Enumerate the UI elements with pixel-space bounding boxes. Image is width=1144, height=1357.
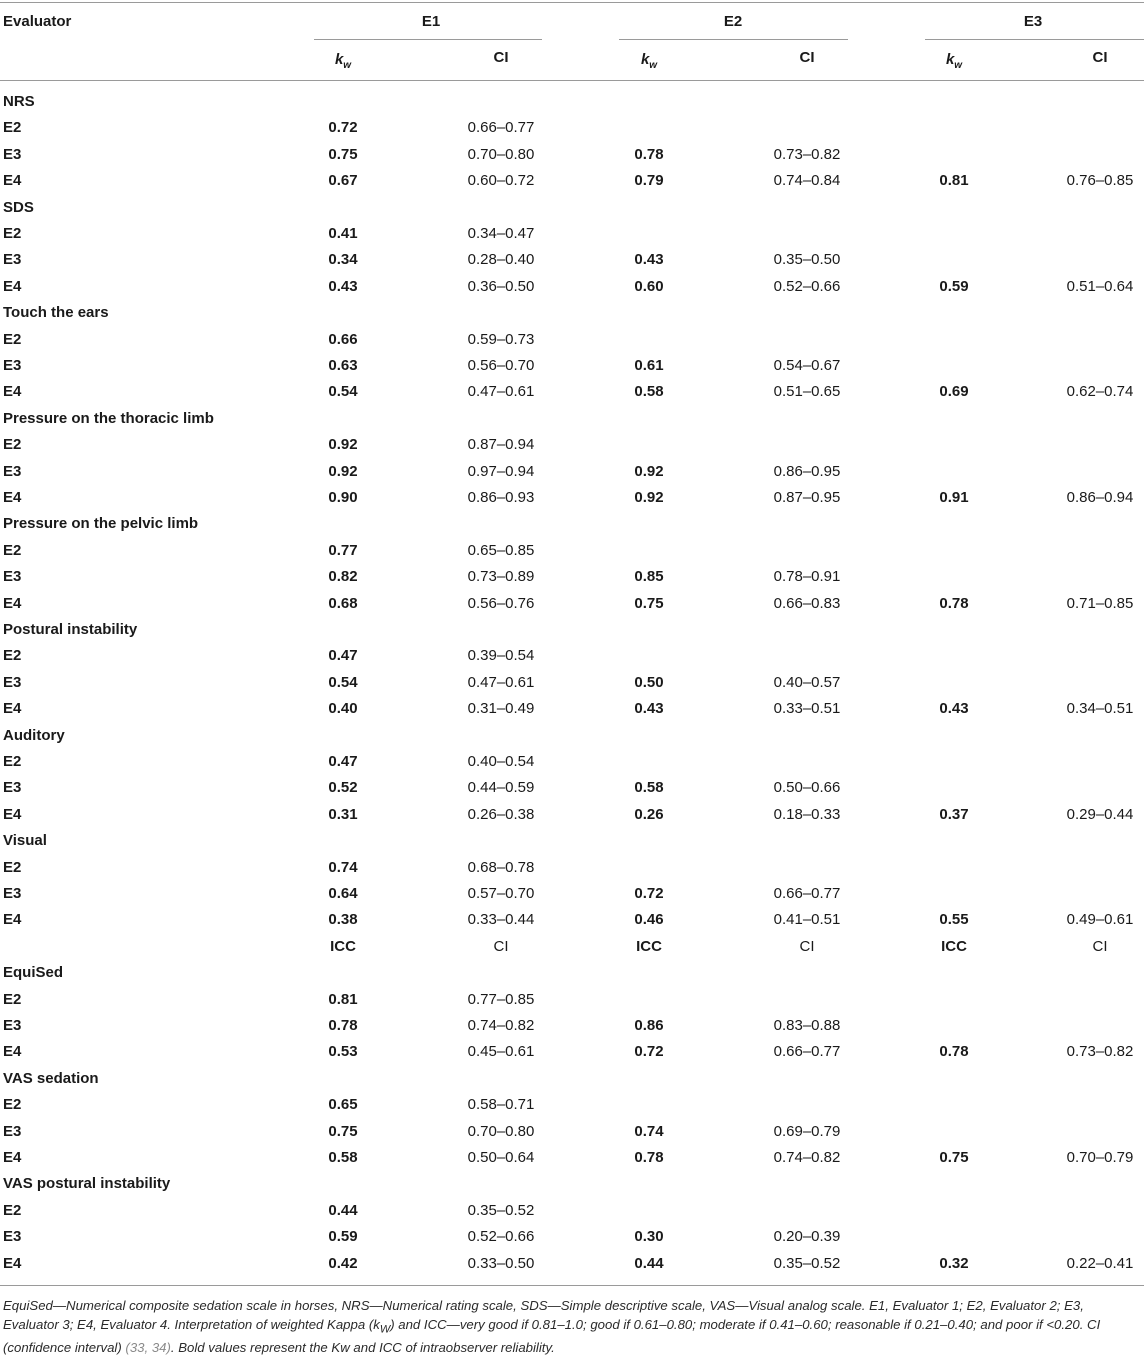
ci-e3: 0.29–0.44 <box>1066 805 1134 823</box>
table-row <box>0 1224 1144 1250</box>
value-e1: 0.58 <box>328 1149 358 1166</box>
ci-e2: 0.18–0.33 <box>773 805 841 823</box>
table-row <box>0 485 1144 511</box>
value-e1: 0.81 <box>328 990 358 1008</box>
value-e2: 0.78 <box>634 145 664 163</box>
footnote-text-1: EquiSed—Numerical composite sedation scale in horses, NRS—Numerical rating scale, SDS—Simple descriptive scale, VAS—Visual analog scale. E1, Evaluator 1; E2, Evaluator 2; E3, Evaluator 3; E4, Evaluator 4. Interpretation of weighted Kappa (k <box>3 1298 1084 1332</box>
footnote-subscript: W <box>379 1323 391 1336</box>
value-e3: 0.59 <box>939 277 969 295</box>
icc-ci-header-e2: CI <box>799 937 815 955</box>
value-e3: 0.78 <box>939 594 969 612</box>
ci-e1: 0.33–0.44 <box>467 911 535 929</box>
group-underline-e3 <box>925 39 1144 40</box>
icc-header-row <box>0 934 1144 960</box>
table-top-border <box>0 2 1144 3</box>
value-e3: 0.43 <box>939 700 969 718</box>
row-label: E4 <box>3 1043 22 1061</box>
ci-e2: 0.83–0.88 <box>773 1017 841 1034</box>
section-title-row <box>0 406 1144 432</box>
value-e3: 0.78 <box>939 1043 969 1061</box>
ci-e3: 0.76–0.85 <box>1066 172 1134 190</box>
section-title-row <box>0 195 1144 221</box>
table-row <box>0 432 1144 458</box>
row-label: E4 <box>3 594 22 612</box>
value-e1: 0.41 <box>328 225 358 242</box>
value-e2: 0.92 <box>634 489 664 506</box>
section-title-row <box>0 89 1144 115</box>
table-row <box>0 142 1144 168</box>
table-row <box>0 379 1144 405</box>
table-row <box>0 1013 1144 1039</box>
ci-e1: 0.44–0.59 <box>467 779 535 797</box>
ci-e2: 0.66–0.83 <box>773 594 841 612</box>
ci-e1: 0.65–0.85 <box>467 541 535 559</box>
table-row <box>0 987 1144 1013</box>
value-e2: 0.72 <box>634 1043 664 1061</box>
row-label: E4 <box>3 1254 22 1272</box>
ci-e1: 0.70–0.80 <box>467 1122 535 1140</box>
ci-e1: 0.66–0.77 <box>467 119 535 137</box>
row-label: E3 <box>3 1228 22 1246</box>
ci-e1: 0.97–0.94 <box>467 462 535 480</box>
row-label: E3 <box>3 885 22 902</box>
ci-e3: 0.34–0.51 <box>1066 700 1134 718</box>
table-row <box>0 1092 1144 1118</box>
ci-e2: 0.35–0.52 <box>773 1254 841 1272</box>
ci-e1: 0.47–0.61 <box>467 383 535 401</box>
ci-e2: 0.66–0.77 <box>773 1043 841 1061</box>
ci-e2: 0.41–0.51 <box>773 911 841 929</box>
row-label: E2 <box>3 119 22 137</box>
section-title: NRS <box>3 93 35 110</box>
ci-e2: 0.66–0.77 <box>773 885 841 902</box>
value-e1: 0.52 <box>328 779 358 797</box>
table-row <box>0 591 1144 617</box>
ci-e1: 0.57–0.70 <box>467 885 535 902</box>
footnote-reference[interactable]: (33, <box>125 1339 149 1355</box>
row-label: E2 <box>3 225 22 242</box>
ci-e1: 0.26–0.38 <box>467 805 535 823</box>
value-e2: 0.58 <box>634 779 664 797</box>
ci-e3: 0.22–0.41 <box>1066 1254 1134 1272</box>
value-e3: 0.75 <box>939 1149 969 1166</box>
ci-e1: 0.33–0.50 <box>467 1254 535 1272</box>
ci-e1: 0.34–0.47 <box>467 225 535 242</box>
value-e2: 0.60 <box>634 277 664 295</box>
ci-e3: 0.86–0.94 <box>1066 489 1134 506</box>
table-row <box>0 696 1144 722</box>
value-e1: 0.82 <box>328 568 358 586</box>
ci-e1: 0.39–0.54 <box>467 647 535 665</box>
value-e2: 0.43 <box>634 251 664 269</box>
value-e1: 0.47 <box>328 647 358 665</box>
value-e1: 0.47 <box>328 753 358 770</box>
value-e2: 0.86 <box>634 1017 664 1034</box>
ci-e1: 0.47–0.61 <box>467 673 535 691</box>
row-label: E2 <box>3 436 22 454</box>
row-label: E3 <box>3 779 22 797</box>
value-e1: 0.68 <box>328 594 358 612</box>
section-title-row <box>0 828 1144 854</box>
section-title-row <box>0 300 1144 326</box>
value-e1: 0.66 <box>328 330 358 348</box>
section-title-row <box>0 1171 1144 1197</box>
section-title: Postural instability <box>3 621 138 638</box>
table-row <box>0 115 1144 141</box>
row-label: E4 <box>3 489 22 506</box>
row-label: E3 <box>3 251 22 269</box>
group-header-e1: E1 <box>421 13 441 30</box>
group-underline-e1 <box>314 39 542 40</box>
value-e1: 0.54 <box>328 673 358 691</box>
row-label: E4 <box>3 277 22 295</box>
row-label: E2 <box>3 1096 22 1114</box>
ci-e3: 0.70–0.79 <box>1066 1149 1134 1166</box>
table-row <box>0 1145 1144 1171</box>
kw-header-e3: $k_w$ <box>945 51 963 71</box>
ci-e2: 0.74–0.82 <box>773 1149 841 1166</box>
value-e2: 0.78 <box>634 1149 664 1166</box>
value-e1: 0.54 <box>328 383 358 401</box>
table-row <box>0 670 1144 696</box>
ci-e1: 0.31–0.49 <box>467 700 535 718</box>
ci-e1: 0.56–0.70 <box>467 357 535 374</box>
icc-header-e3: ICC <box>941 937 967 955</box>
ci-e1: 0.59–0.73 <box>467 330 535 348</box>
ci-e2: 0.50–0.66 <box>773 779 841 797</box>
section-title-row <box>0 617 1144 643</box>
ci-e1: 0.77–0.85 <box>467 990 535 1008</box>
table-row <box>0 459 1144 485</box>
table-row <box>0 1198 1144 1224</box>
value-e2: 0.46 <box>634 911 664 929</box>
value-e1: 0.40 <box>328 700 358 718</box>
row-label: E3 <box>3 1122 22 1140</box>
row-label: E2 <box>3 753 22 770</box>
row-label: E2 <box>3 647 22 665</box>
value-e2: 0.30 <box>634 1228 664 1246</box>
value-e2: 0.72 <box>634 885 664 902</box>
value-e2: 0.85 <box>634 568 664 586</box>
value-e1: 0.77 <box>328 541 358 559</box>
ci-e1: 0.50–0.64 <box>467 1149 535 1166</box>
section-title-row <box>0 723 1144 749</box>
value-e2: 0.61 <box>634 357 664 374</box>
value-e3: 0.55 <box>939 911 969 929</box>
row-label: E4 <box>3 700 22 718</box>
value-e1: 0.43 <box>328 277 358 295</box>
row-label: E2 <box>3 858 22 876</box>
value-e1: 0.75 <box>328 145 358 163</box>
row-label: E3 <box>3 673 22 691</box>
ci-e2: 0.51–0.65 <box>773 383 841 401</box>
ci-e1: 0.40–0.54 <box>467 753 535 770</box>
section-title: Visual <box>3 832 47 850</box>
table-row <box>0 221 1144 247</box>
row-label: E4 <box>3 911 22 929</box>
table-row <box>0 247 1144 273</box>
value-e1: 0.92 <box>328 436 358 454</box>
section-title: EquiSed <box>3 964 64 982</box>
table-row <box>0 274 1144 300</box>
value-e1: 0.78 <box>328 1017 358 1034</box>
ci-e2: 0.33–0.51 <box>773 700 841 718</box>
evaluator-header: Evaluator <box>3 13 72 30</box>
table-row <box>0 855 1144 881</box>
table-row <box>0 353 1144 379</box>
table-bottom-border <box>0 1285 1144 1286</box>
ci-e1: 0.35–0.52 <box>467 1201 535 1219</box>
section-title: Pressure on the thoracic limb <box>3 409 214 427</box>
table-row <box>0 564 1144 590</box>
table-row <box>0 802 1144 828</box>
table-footnote <box>3 1297 1141 1357</box>
ci-e2: 0.78–0.91 <box>773 568 841 586</box>
value-e1: 0.63 <box>328 357 358 374</box>
row-label: E2 <box>3 1201 22 1219</box>
value-e1: 0.34 <box>328 251 358 269</box>
table-row <box>0 749 1144 775</box>
value-e2: 0.74 <box>634 1122 664 1140</box>
ci-e1: 0.86–0.93 <box>467 489 535 506</box>
ci-e2: 0.74–0.84 <box>773 172 841 190</box>
value-e2: 0.92 <box>634 462 664 480</box>
section-title-row <box>0 960 1144 986</box>
value-e1: 0.31 <box>328 805 358 823</box>
group-underline-e2 <box>619 39 848 40</box>
ci-header-e2: CI <box>799 49 815 66</box>
row-label: E4 <box>3 805 22 823</box>
ci-e2: 0.54–0.67 <box>773 357 841 374</box>
section-title: Pressure on the pelvic limb <box>3 515 199 533</box>
table-row <box>0 538 1144 564</box>
value-e2: 0.43 <box>634 700 664 718</box>
footnote-reference[interactable]: 34) <box>151 1339 171 1355</box>
value-e2: 0.75 <box>634 594 664 612</box>
ci-e1: 0.74–0.82 <box>467 1017 535 1034</box>
value-e1: 0.64 <box>328 885 358 902</box>
section-title-row <box>0 1066 1144 1092</box>
row-label: E3 <box>3 1017 22 1034</box>
value-e1: 0.65 <box>328 1096 358 1114</box>
ci-e2: 0.86–0.95 <box>773 462 841 480</box>
value-e1: 0.92 <box>328 462 358 480</box>
table-row <box>0 168 1144 194</box>
row-label: E4 <box>3 383 22 401</box>
value-e1: 0.42 <box>328 1254 358 1272</box>
icc-ci-header-e3: CI <box>1092 937 1108 955</box>
table-row <box>0 907 1144 933</box>
footnote-text-2: ) and ICC—very good if 0.81–1.0; good if 0.61–0.80; moderate if 0.41–0.60; reasonable if 0.21–0.40; and poor if <0.20. CI (confidence interval) <box>3 1316 1101 1355</box>
row-label: E2 <box>3 990 22 1008</box>
ci-e1: 0.56–0.76 <box>467 594 535 612</box>
ci-e1: 0.58–0.71 <box>467 1096 535 1114</box>
ci-e1: 0.73–0.89 <box>467 568 535 586</box>
value-e1: 0.44 <box>328 1201 358 1219</box>
value-e1: 0.59 <box>328 1228 358 1246</box>
footnote-text-3: . Bold values represent the Kw and ICC of intraobserver reliability. <box>170 1339 555 1355</box>
value-e1: 0.72 <box>328 119 358 137</box>
ci-e2: 0.87–0.95 <box>773 489 841 506</box>
icc-header-e1: ICC <box>330 937 356 955</box>
row-label: E3 <box>3 462 22 480</box>
table-row <box>0 881 1144 907</box>
value-e1: 0.53 <box>328 1043 358 1061</box>
table-row <box>0 775 1144 801</box>
value-e2: 0.58 <box>634 383 664 401</box>
ci-e2: 0.40–0.57 <box>773 673 841 691</box>
group-header-e3: E3 <box>1023 13 1043 30</box>
row-label: E4 <box>3 1149 22 1166</box>
value-e2: 0.50 <box>634 673 664 691</box>
ci-e1: 0.87–0.94 <box>467 436 535 454</box>
value-e3: 0.69 <box>939 383 969 401</box>
value-e2: 0.44 <box>634 1254 664 1272</box>
section-title: Touch the ears <box>3 304 109 322</box>
ci-header-e3: CI <box>1092 49 1108 66</box>
value-e3: 0.91 <box>939 489 969 506</box>
section-title: VAS postural instability <box>3 1175 171 1193</box>
value-e1: 0.38 <box>328 911 358 929</box>
value-e2: 0.26 <box>634 805 664 823</box>
section-title: SDS <box>3 198 34 216</box>
table-row <box>0 1119 1144 1145</box>
icc-ci-header-e1: CI <box>493 937 509 955</box>
table-row <box>0 643 1144 669</box>
value-e3: 0.81 <box>939 172 969 190</box>
row-label: E4 <box>3 172 22 190</box>
header-bottom-border <box>0 80 1144 81</box>
ci-e1: 0.68–0.78 <box>467 858 535 876</box>
ci-e3: 0.49–0.61 <box>1066 911 1134 929</box>
value-e1: 0.90 <box>328 489 358 506</box>
ci-e1: 0.70–0.80 <box>467 145 535 163</box>
table-row <box>0 327 1144 353</box>
ci-e3: 0.62–0.74 <box>1066 383 1134 401</box>
ci-e2: 0.52–0.66 <box>773 277 841 295</box>
icc-header-e2: ICC <box>636 937 662 955</box>
row-label: E2 <box>3 330 22 348</box>
ci-e3: 0.71–0.85 <box>1066 594 1134 612</box>
kw-header-e1: $k_w$ <box>334 51 352 71</box>
ci-e2: 0.20–0.39 <box>773 1228 841 1246</box>
ci-e2: 0.35–0.50 <box>773 251 841 269</box>
value-e1: 0.75 <box>328 1122 358 1140</box>
group-header-e2: E2 <box>723 13 743 30</box>
value-e1: 0.67 <box>328 172 358 190</box>
ci-e3: 0.51–0.64 <box>1066 277 1134 295</box>
value-e2: 0.79 <box>634 172 664 190</box>
ci-e1: 0.45–0.61 <box>467 1043 535 1061</box>
row-label: E3 <box>3 568 22 586</box>
kw-header-e2: $k_w$ <box>640 51 658 71</box>
section-title: VAS sedation <box>3 1069 99 1087</box>
ci-e3: 0.73–0.82 <box>1066 1043 1134 1061</box>
ci-e2: 0.73–0.82 <box>773 145 841 163</box>
section-title-row <box>0 511 1144 537</box>
value-e1: 0.74 <box>328 858 358 876</box>
ci-e1: 0.36–0.50 <box>467 277 535 295</box>
table-row <box>0 1039 1144 1065</box>
table-row <box>0 1251 1144 1277</box>
value-e3: 0.32 <box>939 1254 969 1272</box>
row-label: E2 <box>3 541 22 559</box>
value-e3: 0.37 <box>939 805 969 823</box>
row-label: E3 <box>3 145 22 163</box>
ci-e1: 0.52–0.66 <box>467 1228 535 1246</box>
ci-e1: 0.28–0.40 <box>467 251 535 269</box>
ci-e2: 0.69–0.79 <box>773 1122 841 1140</box>
row-label: E3 <box>3 357 22 374</box>
ci-header-e1: CI <box>493 49 509 66</box>
ci-e1: 0.60–0.72 <box>467 172 535 190</box>
section-title: Auditory <box>3 726 65 744</box>
